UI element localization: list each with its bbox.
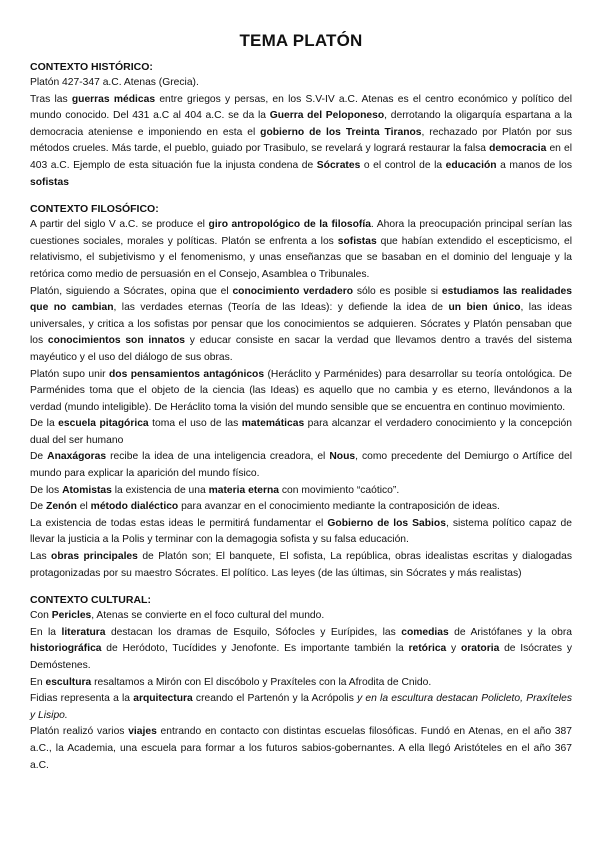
bold-text: oratoria (460, 643, 500, 655)
bold-text: giro antropológico de la filosofía (208, 219, 371, 231)
page-title: TEMA PLATÓN (239, 31, 363, 50)
section-heading: CONTEXTO FILOSÓFICO: (30, 203, 159, 216)
bold-text: Guerra del Peloponeso (269, 110, 385, 122)
text-run: De (30, 451, 48, 463)
text-run: para avanzar en el conocimiento mediante la contraposición de ideas. (178, 501, 500, 513)
text-run: en el 403 a.C. Ejemplo de esta situación fue la injusta condena de (30, 143, 572, 171)
text-run: o el control de la (360, 159, 446, 171)
section-contexto-historico (30, 60, 572, 191)
text-run: a manos de los (496, 159, 572, 171)
bold-text: Gobierno de los Sabios (327, 517, 446, 529)
text-run: Tras las (30, 93, 72, 105)
text-run: con movimiento “caótico”. (279, 484, 400, 496)
bold-text: educación (445, 159, 497, 171)
paragraph (30, 75, 572, 92)
text-run: entre griegos y persas, en los S.V-IV a.C. Atenas es el centro económico y político del mundo conocido. Del 431 a.C al 404 a.C. se da la (30, 93, 573, 122)
bold-text: literatura (61, 626, 106, 638)
text-run: toma el uso de las (148, 418, 242, 430)
paragraph (30, 367, 572, 417)
paragraph (30, 449, 572, 482)
text-run: , sistema político capaz de llevar la justicia a la Polis y terminar con la demagogia sofista y su falsa educación. (30, 517, 572, 546)
text-run: La existencia de todas estas ideas le permitirá fundamentar el (30, 517, 328, 529)
text-run: de Isócrates y Demóstenes. (30, 643, 572, 671)
text-run: resaltamos a Mirón con El discóbolo y Praxíteles con la Afrodita de Cnido. (91, 676, 432, 688)
bold-text: escultura (45, 676, 92, 688)
paragraph (30, 516, 572, 549)
section-heading: CONTEXTO CULTURAL: (30, 594, 151, 607)
bold-text: obras principales (51, 551, 138, 563)
bold-text: guerras médicas (71, 93, 156, 105)
paragraph (30, 608, 572, 625)
text-run: destacan los dramas de Esquilo, Sófocles y Eurípides, las (105, 626, 402, 638)
text-run: En la (30, 626, 62, 638)
bold-text: Pericles (51, 610, 92, 622)
bold-text: Anaxágoras (47, 451, 107, 463)
bold-text: gobierno de los Treinta Tiranos (260, 126, 422, 138)
text-run: el (76, 501, 91, 513)
bold-text: materia eterna (208, 484, 279, 496)
bold-text: Atomistas (62, 484, 112, 496)
text-run: De la (30, 418, 59, 430)
text-run: la existencia de una (111, 484, 209, 496)
text-run: para alcanzar el verdadero conocimiento y la concepción dual del ser humano (30, 418, 572, 446)
bold-text: estudiamos las realidades que no cambian (30, 285, 573, 314)
text-run: de Platón son; El banquete, El sofista, La república, obras idealistas escritas y dialogadas protagonizadas por su maestro Sócrates. El político. Las leyes (de las últimas, sin Sócrates y más realistas) (30, 551, 572, 579)
paragraph (30, 691, 572, 724)
text-run: A partir del siglo V a.C. se produce el (30, 219, 209, 231)
text-run: sólo es posible si (353, 285, 442, 297)
text-run: , rechazado por Platón por sus métodos crueles. Más tarde, el pueblo, guiado por Trasibulo, se revelará y logrará restaurar la falsa (30, 126, 572, 155)
paragraph (30, 217, 572, 283)
section-heading: CONTEXTO HISTÓRICO: (30, 61, 153, 73)
bold-text: método dialéctico (90, 501, 179, 513)
paragraph (30, 549, 572, 582)
bold-text: democracia (489, 143, 547, 155)
text-run: De (30, 501, 47, 513)
paragraph (30, 483, 572, 500)
text-run: y educar consiste en sacar la verdad que llevamos dentro a través del sistema mayéutico y el uso del diálogo de sus obras. (30, 335, 572, 363)
text-run: , derrotando la oligarquía espartana a la democracia ateniense e imponiendo en esta el (30, 110, 572, 138)
paragraph (30, 724, 572, 774)
text-run: , como precedente del Demiurgo o Artífice del mundo para explicar la aparición del mundo físico. (30, 451, 572, 480)
text-run: . Ahora la preocupación principal serían las cuestiones sociales, morales y políticas. Platón se enfrenta a los (30, 219, 572, 247)
document-body (30, 60, 572, 774)
text-run: de Aristófanes y la obra (448, 626, 572, 638)
text-run: Platón supo unir (30, 368, 109, 380)
bold-text: viajes (128, 726, 157, 738)
text-run: recibe la idea de una inteligencia creadora, el (106, 451, 330, 463)
paragraph (30, 92, 572, 192)
text-run: (Heráclito y Parménides) para desarrollar su teoría ontológica. De Parménides toma que el objeto de la ciencia (las Ideas) es aquello que no cambia y es eterno, llevándonos a la verdad (mundo inteligible). De Heráclito toma la visión del mundo sensible que se encuentra en continuo movimiento. (30, 368, 572, 413)
bold-text: un bien único (448, 302, 521, 314)
text-run: Platón 427-347 a.C. Atenas (Grecia). (30, 77, 199, 88)
bold-text: sofistas (30, 176, 69, 188)
bold-text: Zenón (46, 501, 77, 513)
italic-text: y en la escultura destacan Policleto, Praxíteles y Lisipo. (30, 693, 572, 721)
text-run: Con (30, 610, 52, 622)
paragraph (30, 416, 572, 449)
text-run: Fidias representa a la (30, 693, 134, 705)
bold-text: matemáticas (241, 418, 305, 430)
bold-text: Sócrates (316, 159, 361, 171)
paragraph (30, 284, 572, 367)
bold-text: historiográfica (30, 643, 102, 655)
text-run: Platón, siguiendo a Sócrates, opina que el (30, 285, 233, 297)
bold-text: arquitectura (133, 693, 193, 705)
text-run: y (446, 643, 461, 655)
text-run: entrando en contacto con distintas escuelas filosóficas. Fundó en Atenas, en el año 387 a.C., la Academia, una escuela para formar a los futuros sabios-gobernantes. A ella llegó Aristóteles en el año 367 a.C. (30, 726, 572, 771)
bold-text: dos pensamientos antagónicos (109, 368, 265, 380)
text-run: En (30, 676, 46, 688)
text-run: , las ideas universales, y critica a los sofistas por pensar que los conocimientos se adquieren. Sócrates y Platón pensaban que los (30, 302, 572, 347)
text-run: que habían extendido el escepticismo, el relativismo, el subjetivismo y el fenomenismo, y unas enseñanzas que se basaban en el dominio del lenguaje y la retórica como medio de persuasión en el Consejo, Asamblea o Tribunales. (30, 235, 572, 280)
paragraph (30, 625, 572, 675)
paragraph (30, 499, 572, 516)
bold-text: sofistas (337, 235, 377, 247)
paragraph (30, 675, 572, 692)
text-run: Las (30, 551, 52, 563)
text-run: Platón realizó varios (30, 726, 129, 738)
section-contexto-cultural (30, 593, 572, 774)
bold-text: Nous (329, 451, 356, 463)
bold-text: comedias (401, 626, 449, 638)
bold-text: escuela pitagórica (58, 418, 149, 430)
text-run: De los (30, 484, 63, 496)
bold-text: conocimientos son innatos (47, 335, 185, 347)
text-run: de Heródoto, Tucídides y Jenofonte. Es importante también la (101, 643, 409, 655)
bold-text: retórica (408, 643, 447, 655)
text-run: , Atenas se convierte en el foco cultural del mundo. (91, 610, 325, 622)
text-run: , las verdades eternas (Teoría de las Ideas): y defiende la idea de (113, 302, 449, 314)
section-contexto-filosofico (30, 202, 572, 582)
bold-text: conocimiento verdadero (232, 285, 353, 297)
text-run: creando el Partenón y la Acrópolis (192, 693, 358, 705)
